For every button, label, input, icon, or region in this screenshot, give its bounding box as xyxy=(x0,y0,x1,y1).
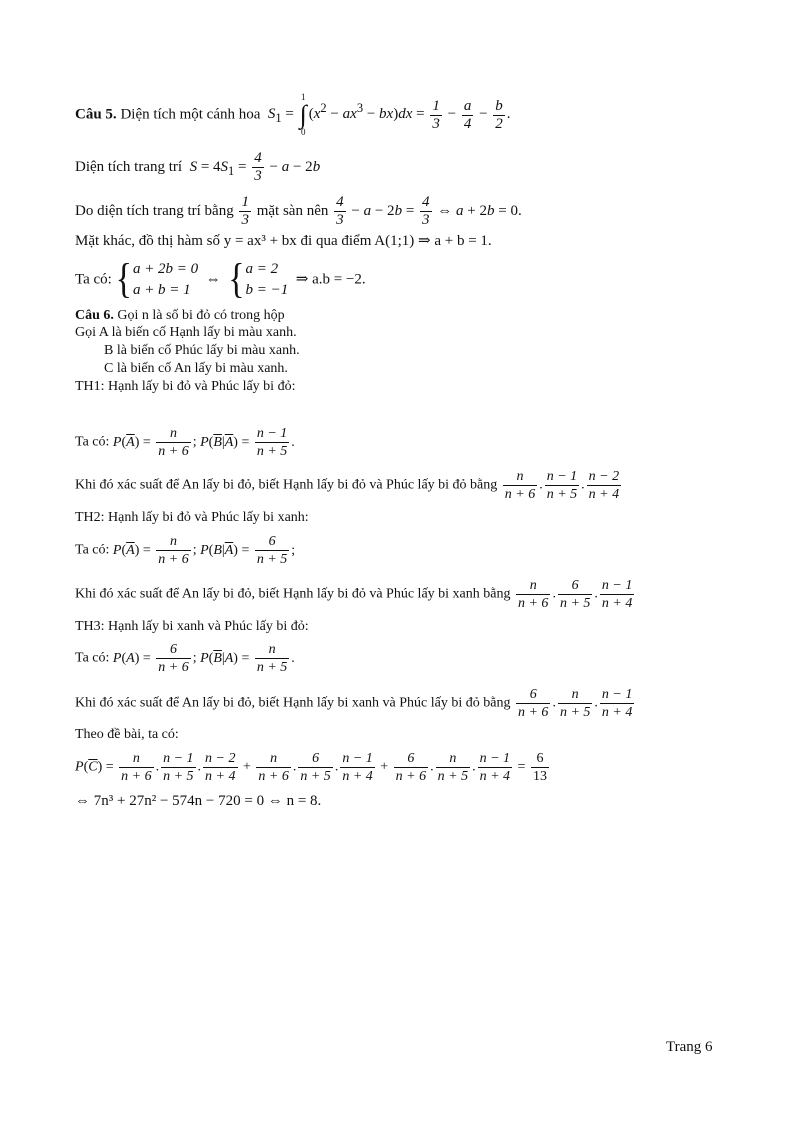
cau5-line2-expr: $S = 4S_1$ = $\frac{4}{3}$ − a − 2b xyxy=(189,150,321,184)
th3-title: TH3: Hạnh lấy bi xanh và Phúc lấy bi đỏ: xyxy=(75,619,309,634)
final-cubic-equation: ⇔ 7n³ + 27n² − 574n − 720 = 0 ⇔ n = 8. xyxy=(75,793,322,809)
th1-conclusion: Khi đó xác suất để An lấy bi đỏ, biết Hạnh lấy bi đỏ và Phúc lấy bi đỏ bằng $\frac{n}{n + 6}$ . $\frac{n - 1}{n + 5}$ . $\frac{n - 2}{n + 4}$ xyxy=(75,469,620,502)
cau5-system-1: a + 2b = 0 a + b = 1 xyxy=(132,261,199,298)
cau5-line-1 xyxy=(75,92,511,138)
cau5-line-2 xyxy=(75,150,320,185)
th2-probabilities: Ta có: $P(\overline{A})$ = $\frac{n}{n + 6}$ ; $P(B|\overline{A})$ = $\frac{6}{n + 5}$ ; xyxy=(75,534,296,567)
th2-title: TH2: Hạnh lấy bi đỏ và Phúc lấy bi xanh: xyxy=(75,510,309,525)
th3-conclusion: Khi đó xác suất để An lấy bi đỏ, biết Hạnh lấy bi xanh và Phúc lấy bi đỏ bằng $\frac{6}{n + 6}$ . $\frac{n}{n + 5}$ . $\frac{n - 1}{n + 4}$ xyxy=(75,687,633,720)
th1-title: TH1: Hạnh lấy bi đỏ và Phúc lấy bi đỏ: xyxy=(75,379,296,394)
th1-probabilities: Ta có: $P(\overline{A})$ = $\frac{n}{n + 6}$ ; $P(\overline{B}|\overline{A})$ = $\frac{n - 1}{n + 5}$ . xyxy=(75,426,295,459)
page-number: Trang 6 xyxy=(666,1039,713,1055)
cau5-line5-prefix: Ta có: xyxy=(75,271,112,288)
cau5-label: Câu 5. xyxy=(75,106,117,123)
final-probability-equation: $P(\overline{C})$ = $\frac{n}{n + 6}$ . $\frac{n - 1}{n + 5}$ . $\frac{n - 2}{n + 4}$ + $\frac{n}{n + 6}$ . $\frac{6}{n + 5}$ . $\frac{n - 1}{n + 4}$ + $\frac{6}{n + 6}$ . $\frac{n}{n + 5}$ . $\frac{n - 1}{n + 4}$ = $\frac{6}{13}$ xyxy=(75,751,547,784)
cau6-line-1 xyxy=(75,307,285,325)
cau5-line2-text: Diện tích trang trí xyxy=(75,158,183,175)
cau5-line-3: Do diện tích trang trí bằng $\frac{1}{3}$ mặt sàn nên $\frac{4}{3}$ − a − 2b = $\frac{4}{3}$ ⇔ a + 2b = 0. xyxy=(75,194,522,228)
cau6-event-b: B là biến cố Phúc lấy bi màu xanh. xyxy=(104,343,300,358)
cau5-line-4: Mặt khác, đồ thị hàm số y = ax³ + bx đi qua điểm A(1;1) ⇒ a + b = 1. xyxy=(75,233,492,249)
th2-conclusion: Khi đó xác suất để An lấy bi đỏ, biết Hạnh lấy bi đỏ và Phúc lấy bi xanh bằng $\frac{n}{n + 6}$ . $\frac{6}{n + 5}$ . $\frac{n - 1}{n + 4}$ xyxy=(75,578,633,611)
cau6-event-c: C là biến cố An lấy bi màu xanh. xyxy=(104,361,288,376)
cau6-intro: Gọi n là số bi đỏ có trong hộp xyxy=(117,308,285,323)
th3-probabilities: Ta có: P(A) = $\frac{6}{n + 6}$ ; $P(\overline{B}|A)$ = $\frac{n}{n + 5}$ . xyxy=(75,642,295,675)
cau5-line-5: Ta có: { a + 2b = 0 a + b = 1 ⇔ { a = 2 b = −1 ⇒ a.b = −2. xyxy=(75,256,366,303)
cau5-line3-text-b: mặt sàn nên xyxy=(256,202,329,219)
cau5-intro: Diện tích một cánh hoa xyxy=(120,106,261,123)
cau5-integral: $S_1$ = 1 ∫ 0 $(x^2 - ax^3 - bx)dx$ = $\frac{1}{3}$ − $\frac{a}{4}$ − $\frac{b}{2}$ . xyxy=(267,92,511,137)
cau5-line3-expr: $\frac{4}{3}$ − a − 2b = $\frac{4}{3}$ ⇔ a + 2b = 0. xyxy=(336,194,522,228)
cau5-line3-text-a: Do diện tích trang trí bằng xyxy=(75,202,234,219)
cau5-system-2: a = 2 b = −1 xyxy=(245,261,289,298)
cau6-event-a: Gọi A là biến cố Hạnh lấy bi màu xanh. xyxy=(75,325,297,340)
cau5-line5-result: ⇒ a.b = −2. xyxy=(295,271,366,288)
cau6-label: Câu 6. xyxy=(75,308,114,323)
theo-de-bai: Theo đề bài, ta có: xyxy=(75,727,179,742)
